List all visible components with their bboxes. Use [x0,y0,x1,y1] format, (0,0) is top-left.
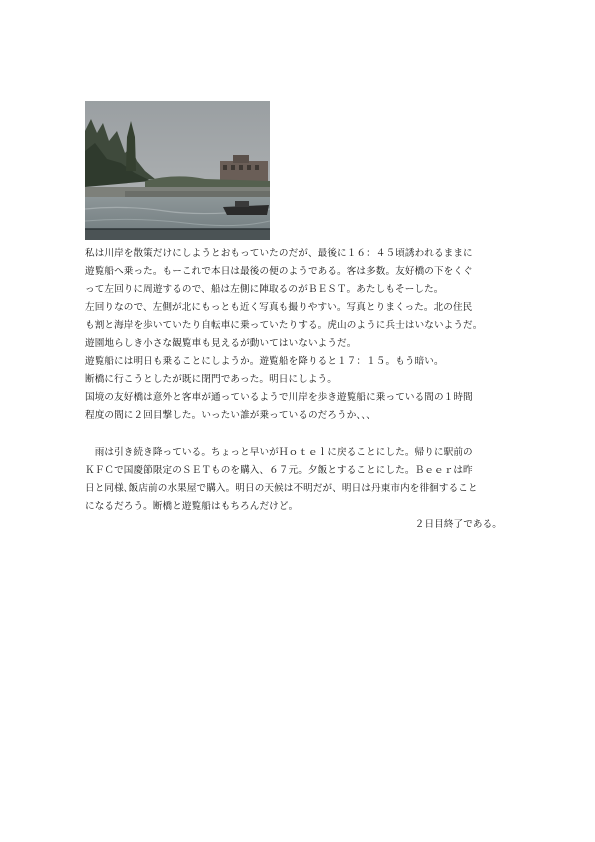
paragraph-line: 左回りなので、左側が北にもっとも近く写真も撮りやすい。写真とりまくった。北の住民 [85,302,473,314]
paragraph-line: 遊覧船には明日も乗ることにしようか。遊覧船を降りると１７：１５。もう暗い。 [85,356,444,368]
paragraph-line: って左回りに周遊するので、船は左側に陣取るのがＢＥＳＴ。あたしもそーした。 [85,284,444,296]
paragraph-line: も割と海岸を歩いていたり自転車に乗っていたりする。虎山のように兵士はいないようだ。 [85,320,483,332]
paragraph-line: 遊園地らしき小さな観覧車も見えるが動いてはいないようだ。 [85,338,357,350]
paragraph-line: 日と同様､飯店前の水果屋で購入。明日の天候は不明だが、明日は丹東市内を徘徊すること [85,482,478,494]
closing-line: ２日目終了である。 [414,518,502,530]
river-photo [85,101,270,240]
diary-text [85,245,515,534]
paragraph-line: 断橋に行こうとしたが既に閉門であった。明日にしよう。 [85,374,337,386]
paragraph-line: になるだろう。断橋と遊覧船はもちろんだけど。 [85,500,299,512]
paragraph-line: ＫＦＣで国慶節限定のＳＥＴものを購入、６７元。夕飯とすることにした。Ｂｅｅｒは昨 [85,464,473,476]
river-scene-image [85,101,270,240]
paragraph-line: 雨は引き続き降っている。ちょっと早いがＨｏｔｅｌに戻ることにした。帰りに駅前の [85,446,473,458]
paragraph-line: 国境の友好橋は意外と客車が通っているようで川岸を歩き遊覧船に乗っている間の１時間 [85,392,473,404]
blank-line [85,425,515,443]
paragraph-line: 遊覧船へ乗った。もーこれで本日は最後の便のようである。客は多数。友好橋の下をくぐ [85,266,473,278]
paragraph-line: 程度の間に２回目撃した。いったい誰が乗っているのだろうか、、、 [85,410,376,422]
paragraph-line: 私は川岸を散策だけにしようとおもっていたのだが、最後に１６：４５頃誘われるままに [85,248,473,259]
